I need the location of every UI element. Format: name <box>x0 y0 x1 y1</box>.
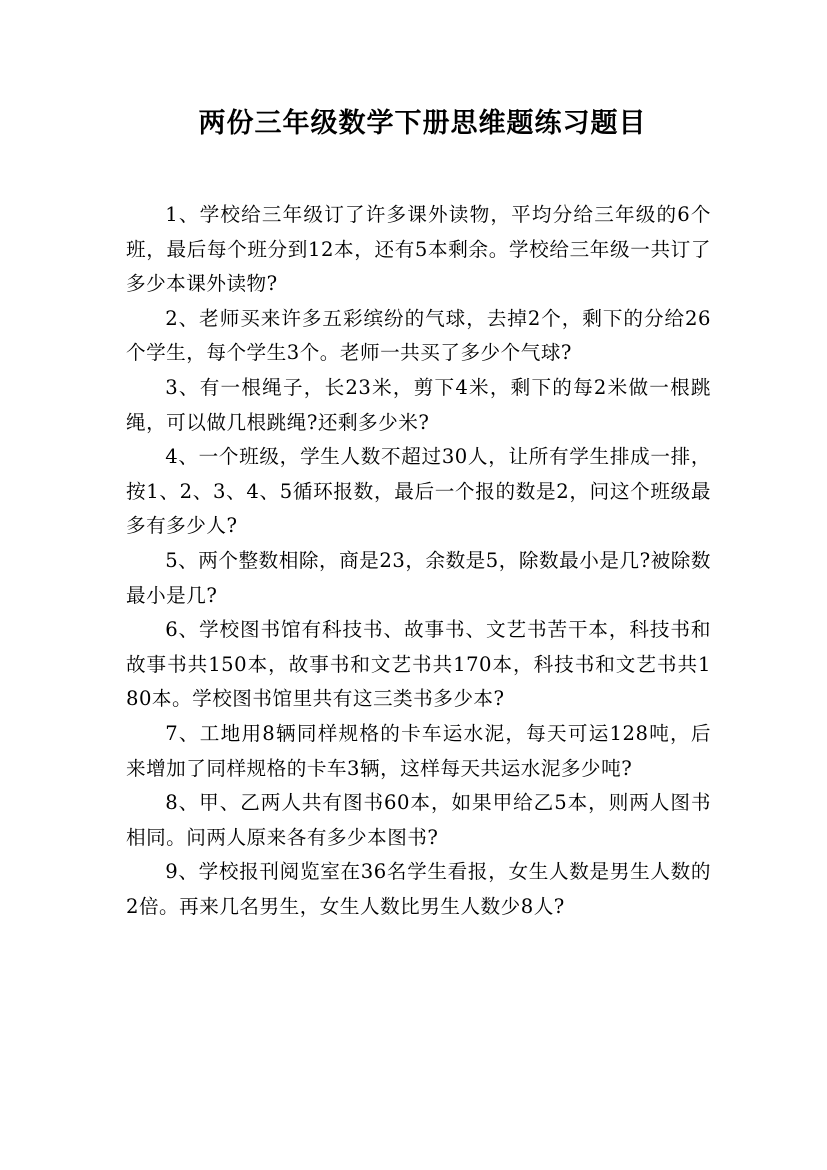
question-list <box>126 198 711 924</box>
question-item: 1、学校给三年级订了许多课外读物，平均分给三年级的6个班，最后每个班分到12本，还有5本剩余。学校给三年级一共订了多少本课外读物? <box>126 203 711 296</box>
question-item: 6、学校图书馆有科技书、故事书、文艺书苦干本，科技书和故事书共150本，故事书和文艺书共170本，科技书和文艺书共180本。学校图书馆里共有这三类书多少本? <box>126 618 711 711</box>
question-item: 3、有一根绳子，长23米，剪下4米，剩下的每2米做一根跳绳，可以做几根跳绳?还剩多少米? <box>126 375 711 434</box>
question-item: 2、老师买来许多五彩缤纷的气球，去掉2个，剩下的分给26个学生，每个学生3个。老师一共买了多少个气球? <box>126 306 711 365</box>
question-item: 7、工地用8辆同样规格的卡车运水泥，每天可运128吨，后来增加了同样规格的卡车3辆，这样每天共运水泥多少吨? <box>126 721 711 780</box>
document-title: 两份三年级数学下册思维题练习题目 <box>198 108 647 139</box>
question-item: 5、两个整数相除，商是23，余数是5，除数最小是几?被除数最小是几? <box>126 548 711 607</box>
question-item: 9、学校报刊阅览室在36名学生看报，女生人数是男生人数的2倍。再来几名男生，女生人数比男生人数少8人? <box>126 860 711 918</box>
question-item: 8、甲、乙两人共有图书60本，如果甲给乙5本，则两人图书相同。问两人原来各有多少本图书? <box>126 791 711 849</box>
question-item: 4、一个班级，学生人数不超过30人，让所有学生排成一排，按1、2、3、4、5循环报数，最后一个报的数是2，问这个班级最多有多少人? <box>126 445 711 538</box>
